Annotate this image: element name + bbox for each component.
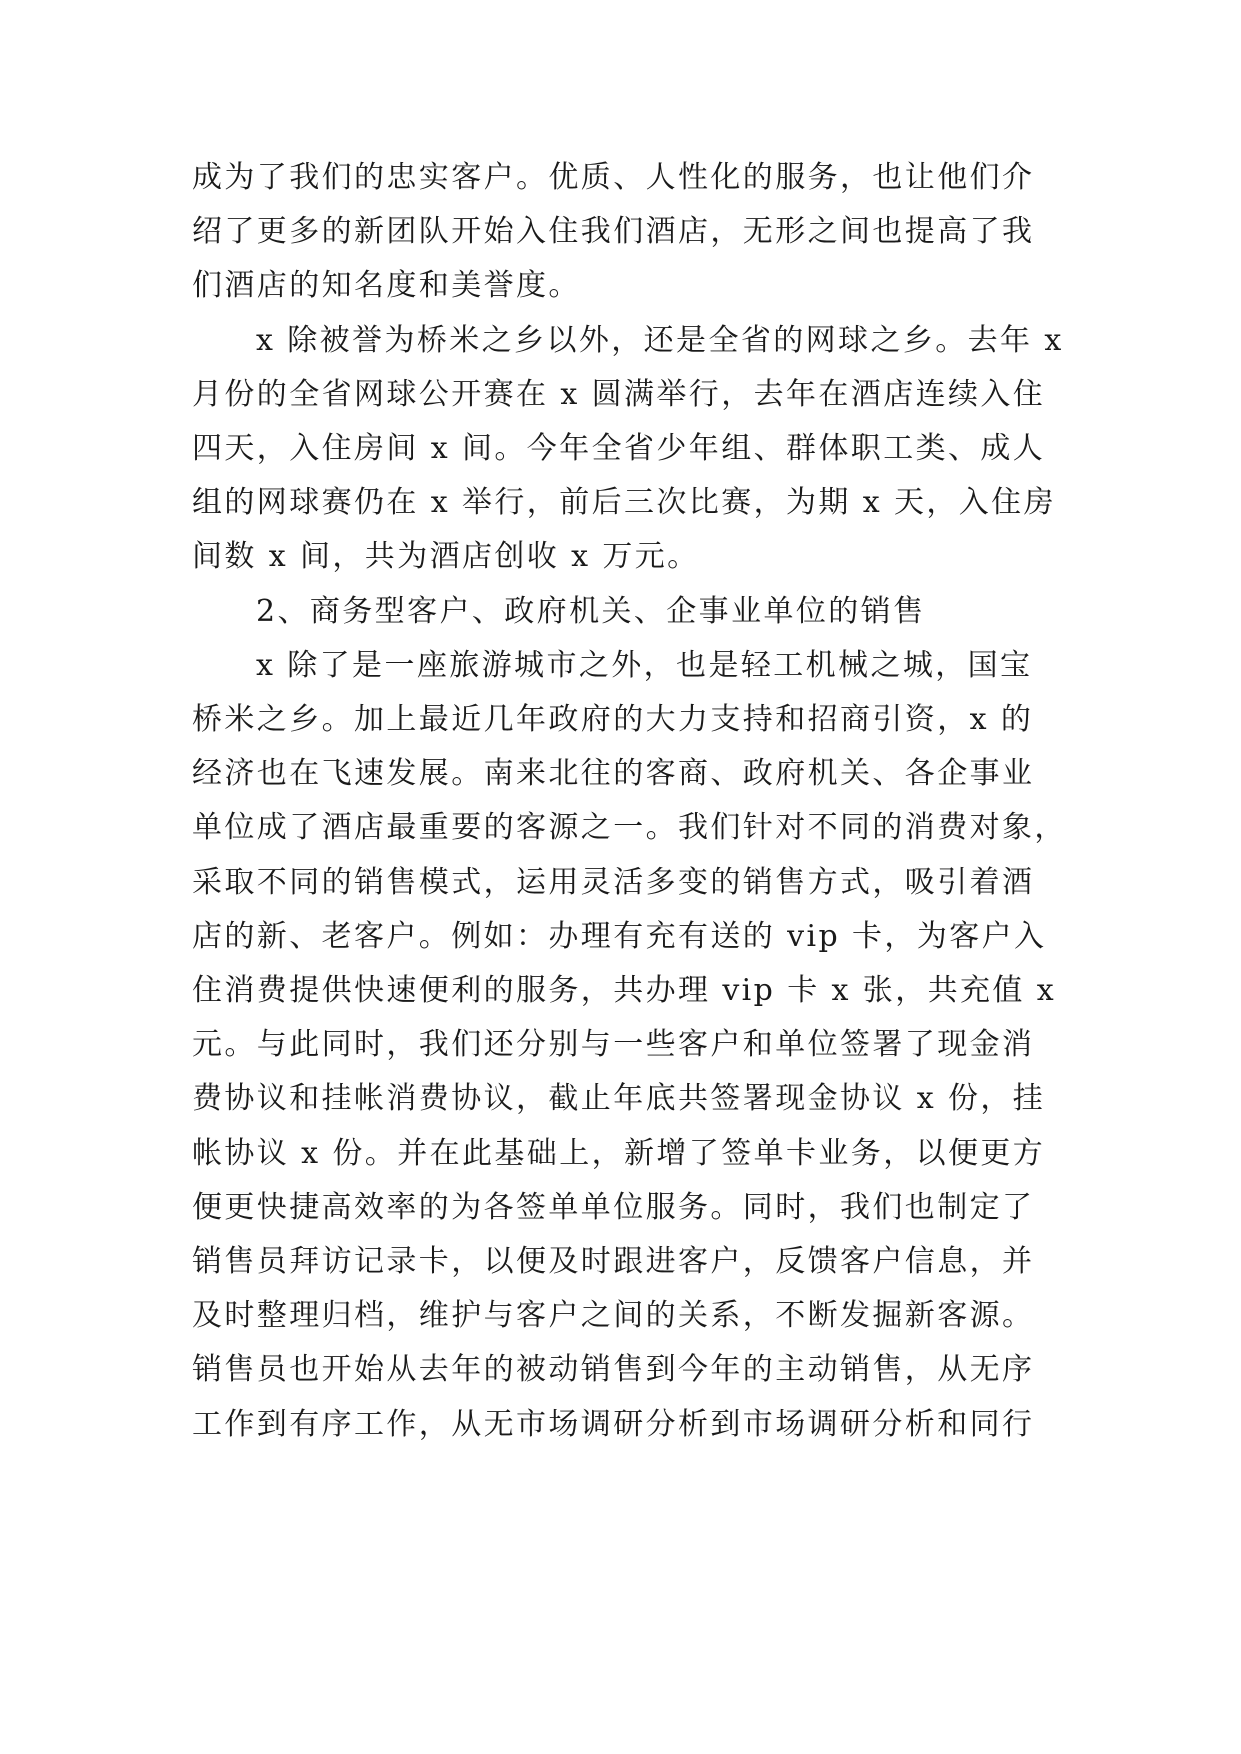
- text-line: 采取不同的销售模式，运用灵活多变的销售方式，吸引着酒: [192, 864, 1035, 900]
- text-line: 经济也在飞速发展。南来北往的客商、政府机关、各企事业: [192, 756, 1035, 792]
- text-line: 单位成了酒店最重要的客源之一。我们针对不同的消费对象，: [192, 810, 1067, 846]
- text-line: 成为了我们的忠实客户。优质、人性化的服务，也让他们介: [192, 160, 1035, 195]
- text-line: 店的新、老客户。例如：办理有充有送的 vip 卡，为客户入: [192, 918, 1047, 954]
- text-line: 元。与此同时，我们还分别与一些客户和单位签署了现金消: [192, 1027, 1035, 1063]
- text-line: 们酒店的知名度和美誉度。: [192, 268, 581, 304]
- text-line: 费协议和挂帐消费协议，截止年底共签署现金协议 x 份，挂: [192, 1081, 1046, 1117]
- text-line: 桥米之乡。加上最近几年政府的大力支持和招商引资，x 的: [192, 702, 1034, 737]
- text-line: 销售员拜访记录卡，以便及时跟进客户，反馈客户信息，并: [192, 1244, 1035, 1279]
- text-line: 帐协议 x 份。并在此基础上，新增了签单卡业务，以便更方: [192, 1135, 1046, 1171]
- text-line: 月份的全省网球公开赛在 x 圆满举行，去年在酒店连续入住: [192, 376, 1046, 412]
- text-line: 工作到有序工作，从无市场调研分析到市场调研分析和同行: [192, 1406, 1035, 1442]
- text-line: 绍了更多的新团队开始入住我们酒店，无形之间也提高了我: [192, 214, 1035, 250]
- text-line: 间数 x 间，共为酒店创收 x 万元。: [192, 539, 700, 575]
- text-line: x 除被誉为桥米之乡以外，还是全省的网球之乡。去年 x: [256, 322, 1064, 358]
- text-line: 便更快捷高效率的为各签单单位服务。同时，我们也制定了: [192, 1189, 1035, 1225]
- text-line: 销售员也开始从去年的被动销售到今年的主动销售，从无序: [192, 1352, 1035, 1388]
- text-line: 及时整理归档，维护与客户之间的关系，不断发掘新客源。: [192, 1298, 1035, 1334]
- text-line: 组的网球赛仍在 x 举行，前后三次比赛，为期 x 天，入住房: [192, 485, 1056, 521]
- text-line: x 除了是一座旅游城市之外，也是轻工机械之城，国宝: [256, 647, 1033, 683]
- text-line: 2、商务型客户、政府机关、企事业单位的销售: [256, 593, 926, 629]
- text-line: 四天，入住房间 x 间。今年全省少年组、群体职工类、成人: [192, 431, 1046, 466]
- text-line: 住消费提供快速便利的服务，共办理 vip 卡 x 张，共充值 x: [192, 973, 1057, 1008]
